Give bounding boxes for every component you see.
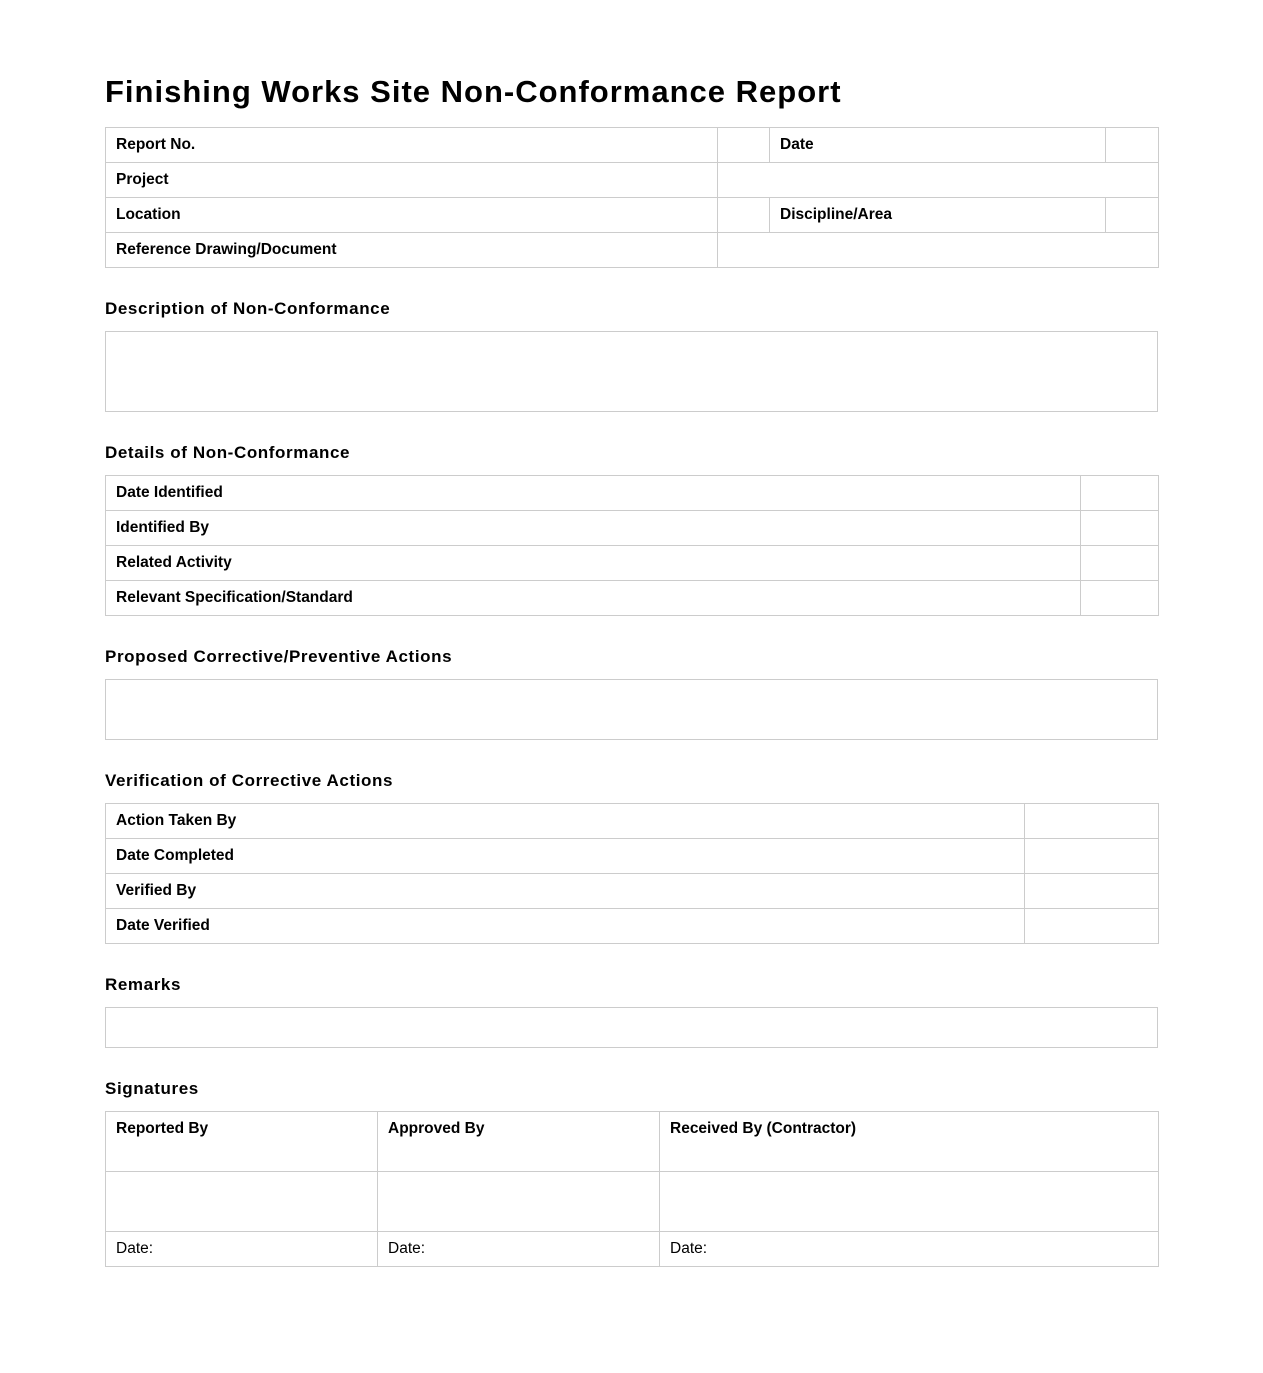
date-field[interactable] <box>1106 128 1159 163</box>
discipline-label: Discipline/Area <box>770 198 1106 233</box>
table-row <box>106 1232 1159 1267</box>
verified-by-label: Verified By <box>106 874 1025 909</box>
date-verified-label: Date Verified <box>106 909 1025 944</box>
reference-label: Reference Drawing/Document <box>106 233 718 268</box>
table-row <box>106 128 1159 163</box>
reported-by-signature-field[interactable] <box>106 1172 378 1232</box>
date-verified-field[interactable] <box>1025 909 1159 944</box>
date-label: Date <box>770 128 1106 163</box>
reported-by-label: Reported By <box>106 1112 378 1172</box>
approved-by-signature-field[interactable] <box>378 1172 660 1232</box>
verification-heading: Verification of Corrective Actions <box>105 771 394 790</box>
table-row <box>106 476 1159 511</box>
report-no-label: Report No. <box>106 128 718 163</box>
description-field[interactable] <box>105 331 1158 412</box>
table-row <box>106 1112 1159 1172</box>
reference-field[interactable] <box>718 233 1159 268</box>
signatures-heading: Signatures <box>105 1079 199 1098</box>
received-by-date-field[interactable]: Date: <box>660 1232 1159 1267</box>
location-label: Location <box>106 198 718 233</box>
identified-by-field[interactable] <box>1081 511 1159 546</box>
table-row <box>106 839 1159 874</box>
location-field[interactable] <box>718 198 770 233</box>
action-taken-by-label: Action Taken By <box>106 804 1025 839</box>
page-title: Finishing Works Site Non-Conformance Report <box>105 74 842 109</box>
table-row <box>106 546 1159 581</box>
verification-table <box>105 803 1159 944</box>
discipline-field[interactable] <box>1106 198 1159 233</box>
date-completed-field[interactable] <box>1025 839 1159 874</box>
approved-by-label: Approved By <box>378 1112 660 1172</box>
received-by-signature-field[interactable] <box>660 1172 1159 1232</box>
relevant-spec-label: Relevant Specification/Standard <box>106 581 1081 616</box>
report-no-field[interactable] <box>718 128 770 163</box>
project-field[interactable] <box>718 163 1159 198</box>
header-info-table <box>105 127 1159 268</box>
table-row <box>106 581 1159 616</box>
relevant-spec-field[interactable] <box>1081 581 1159 616</box>
reported-by-date-field[interactable]: Date: <box>106 1232 378 1267</box>
proposed-actions-heading: Proposed Corrective/Preventive Actions <box>105 647 453 666</box>
identified-by-label: Identified By <box>106 511 1081 546</box>
signatures-table <box>105 1111 1159 1267</box>
remarks-heading: Remarks <box>105 975 182 994</box>
verified-by-field[interactable] <box>1025 874 1159 909</box>
project-label: Project <box>106 163 718 198</box>
table-row <box>106 909 1159 944</box>
date-completed-label: Date Completed <box>106 839 1025 874</box>
description-heading: Description of Non-Conformance <box>105 299 391 318</box>
date-identified-label: Date Identified <box>106 476 1081 511</box>
table-row <box>106 1172 1159 1232</box>
action-taken-by-field[interactable] <box>1025 804 1159 839</box>
related-activity-label: Related Activity <box>106 546 1081 581</box>
table-row <box>106 163 1159 198</box>
date-identified-field[interactable] <box>1081 476 1159 511</box>
table-row <box>106 233 1159 268</box>
received-by-label: Received By (Contractor) <box>660 1112 1159 1172</box>
related-activity-field[interactable] <box>1081 546 1159 581</box>
table-row <box>106 511 1159 546</box>
details-heading: Details of Non-Conformance <box>105 443 351 462</box>
approved-by-date-field[interactable]: Date: <box>378 1232 660 1267</box>
details-table <box>105 475 1159 616</box>
proposed-actions-field[interactable] <box>105 679 1158 740</box>
table-row <box>106 874 1159 909</box>
table-row <box>106 198 1159 233</box>
remarks-field[interactable] <box>105 1007 1158 1048</box>
table-row <box>106 804 1159 839</box>
